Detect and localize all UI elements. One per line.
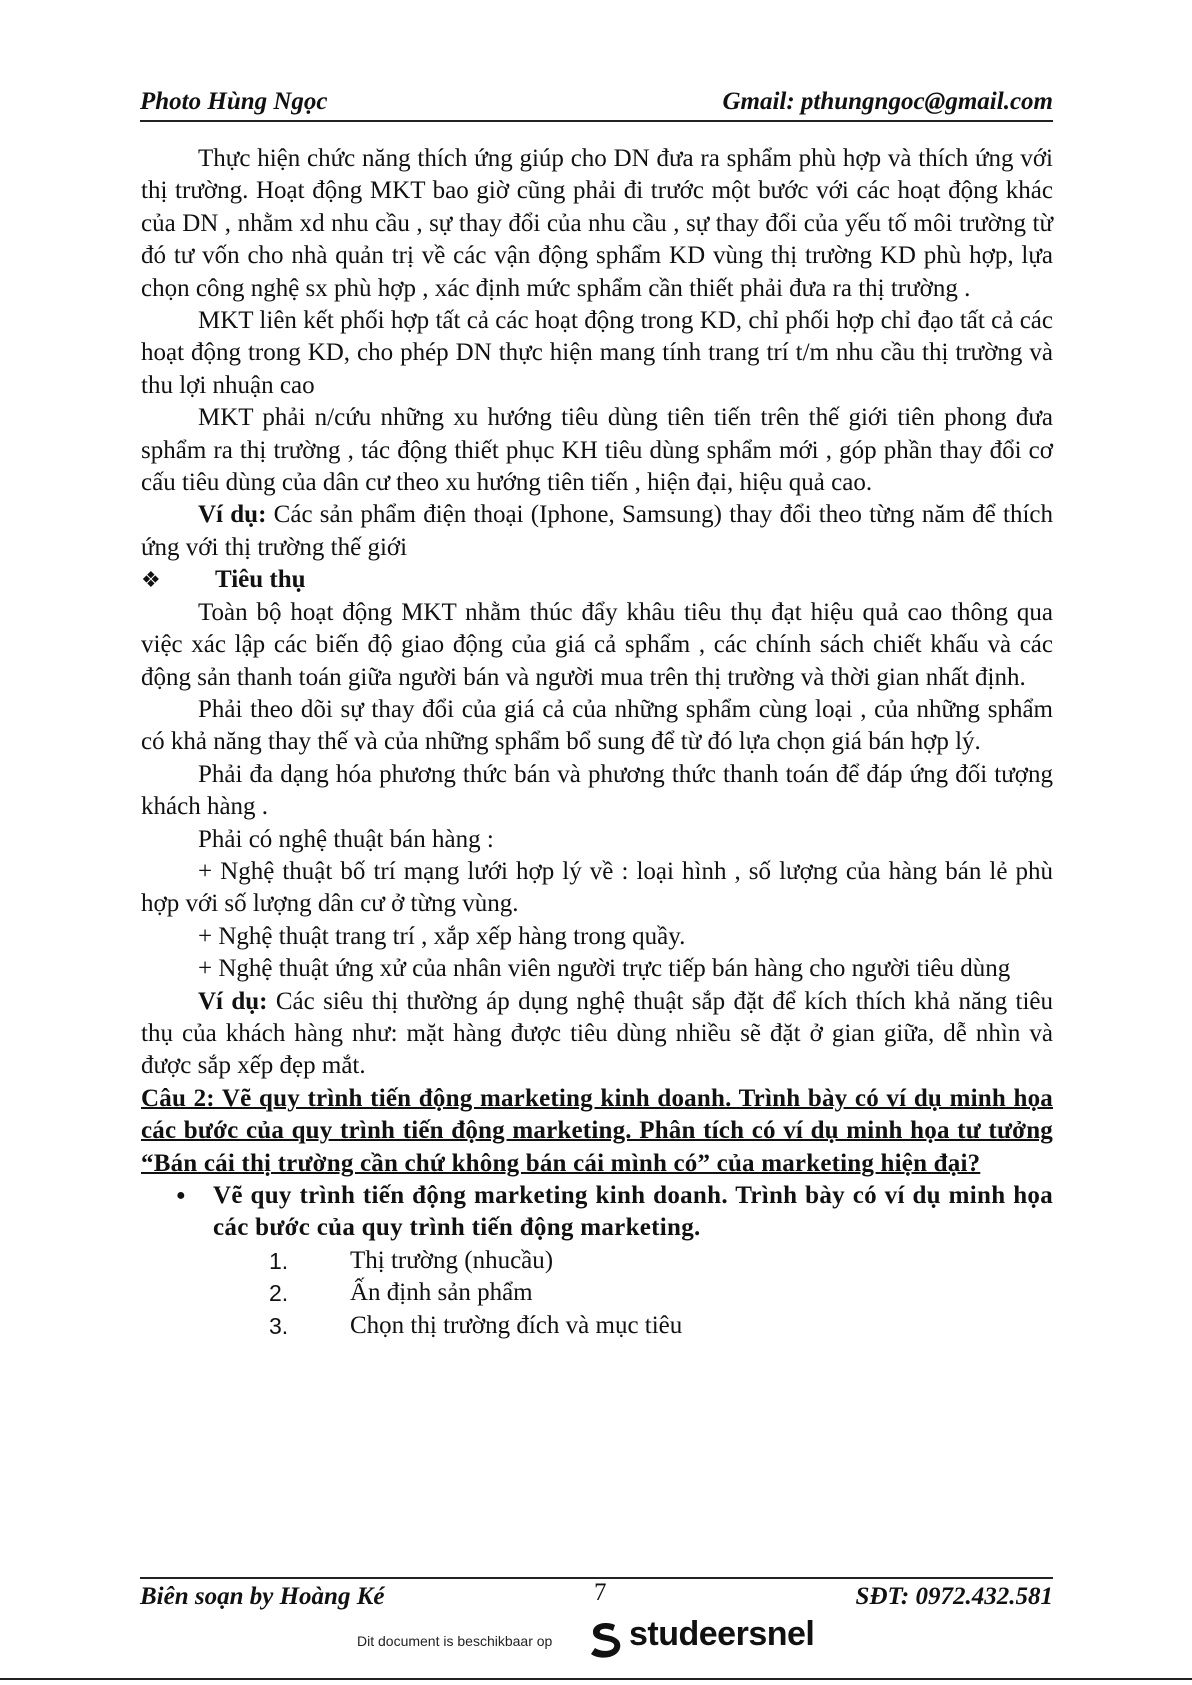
- paragraph: Toàn bộ hoạt động MKT nhằm thúc đẩy khâu tiêu thụ đạt hiệu quả cao thông qua việc xác lập các biến độ giao động của giá cả sphẩm , các chính sách chiết khấu và các động sản thanh toán giữa người bán và người mua trên thị trường và thời gian nhất định.: [141, 598, 1053, 691]
- example-paragraph: [141, 986, 1053, 1083]
- paragraph: Thực hiện chức năng thích ứng giúp cho DN đưa ra sphẩm phù hợp và thích ứng với thị trường. Hoạt động MKT bao giờ cũng phải đi trước một bước với các hoạt động khác của DN , nhằm xd nhu cầu , sự thay đổi của nhu cầu , sự thay đổi của yếu tố môi trường từ đó tư vốn cho nhà quản trị về các vận động sphẩm KD vùng thị trường KD phù hợp, lựa chọn công nghệ sx phù hợp , xác định mức sphẩm cần thiết phải đưa ra thị trường .: [141, 145, 1053, 302]
- circle-bullet-icon: ●: [176, 1187, 186, 1204]
- diamond-bullet-icon: ❖: [141, 567, 161, 593]
- list-item: [141, 1277, 1053, 1309]
- list-text: Chọn thị trường đích và mục tiêu: [350, 1311, 683, 1339]
- list-text: Ấn định sản phẩm: [350, 1279, 533, 1307]
- header-email: Gmail: pthungngoc@gmail.com: [722, 88, 1053, 115]
- steps-list: [141, 1245, 1053, 1342]
- list-item: [141, 1310, 1053, 1342]
- list-item: [141, 1245, 1053, 1277]
- sales-art-item: + Nghệ thuật bố trí mạng lưới hợp lý về : loại hình , số lượng của hàng bán lẻ phù hợp với số lượng dân cư ở từng vùng.: [141, 857, 1053, 918]
- subheading-text: Vẽ quy trình tiến động marketing kinh doanh. Trình bày có ví dụ minh họa các bước của quy trình tiến động marketing.: [213, 1182, 1053, 1242]
- paragraph: Phải đa dạng hóa phương thức bán và phương thức thanh toán để đáp ứng đối tượng khách hàng .: [141, 760, 1053, 821]
- paragraph: MKT liên kết phối hợp tất cả các hoạt động trong KD, chỉ phối hợp chỉ đạo tất cả các hoạt động trong KD, cho phép DN thực hiện mang tính trang trí t/m nhu cầu thị trường và thu lợi nhuận cao: [141, 307, 1053, 399]
- footer-phone: SĐT: 0972.432.581: [855, 1583, 1053, 1610]
- studeersnel-logo-icon: [585, 1619, 625, 1659]
- example-paragraph: [141, 499, 1053, 564]
- subheading: [141, 1180, 1053, 1245]
- page-header: [140, 86, 1053, 122]
- page-number: 7: [594, 1579, 607, 1606]
- example-label: Ví dụ:: [198, 987, 268, 1015]
- studeersnel-watermark[interactable]: [357, 1613, 877, 1663]
- page-footer: [140, 1579, 1053, 1615]
- paragraph: Phải theo dõi sự thay đổi của giá cả của những sphẩm cùng loại , của những sphẩm có khả năng thay thế và của những sphẩm bổ sung để từ đó lựa chọn giá bán hợp lý.: [141, 695, 1053, 756]
- example-label: Ví dụ:: [198, 501, 267, 529]
- list-number: 1.: [269, 1247, 289, 1274]
- example-text: Các siêu thị thường áp dụng nghệ thuật sắp đặt để kích thích khả năng tiêu thụ của khách hàng như: mặt hàng được tiêu dùng nhiều sẽ đặt ở gian giữa, dễ nhìn và được sắp xếp đẹp mắt.: [141, 987, 1053, 1080]
- paragraph: MKT phải n/cứu những xu hướng tiêu dùng tiên tiến trên thế giới tiên phong đưa sphẩm ra thị trường , tác động thiết phục KH tiêu dùng sphẩm mới , góp phần thay đổi cơ cấu tiêu dùng của dân cư theo xu hướng tiên tiến , hiện đại, hiệu quả cao.: [141, 404, 1053, 497]
- page-bottom-rule: [0, 1678, 1192, 1680]
- paragraph: Phải có nghệ thuật bán hàng :: [198, 825, 494, 853]
- watermark-caption: Dit document is beschikbaar op: [357, 1633, 553, 1649]
- sales-art-item: + Nghệ thuật trang trí , xắp xếp hàng trong quầy.: [198, 922, 686, 950]
- question-heading: Câu 2: Vẽ quy trình tiến động marketing kinh doanh. Trình bày có ví dụ minh họa các bước của quy trình tiến động marketing. Phân tích có ví dụ minh họa tư tưởng “Bán cái thị trường cần chứ không bán cái mình có” của marketing hiện đại?: [141, 1084, 1053, 1177]
- section-title: Tiêu thụ: [215, 566, 306, 594]
- header-left-title: Photo Hùng Ngọc: [140, 88, 328, 115]
- list-number: 2.: [269, 1280, 289, 1307]
- footer-author: Biên soạn by Hoàng Ké: [140, 1583, 385, 1610]
- section-heading: [141, 564, 1053, 596]
- sales-art-item: + Nghệ thuật ứng xử của nhân viên người trực tiếp bán hàng cho người tiêu dùng: [198, 955, 1011, 983]
- list-text: Thị trường (nhucầu): [350, 1246, 554, 1274]
- list-number: 3.: [269, 1312, 289, 1339]
- document-body: [141, 143, 1053, 1342]
- watermark-brand: studeersnel: [629, 1615, 815, 1653]
- example-text: Các sản phẩm điện thoại (Iphone, Samsung) thay đổi theo từng năm để thích ứng với thị trường thế giới: [141, 501, 1053, 561]
